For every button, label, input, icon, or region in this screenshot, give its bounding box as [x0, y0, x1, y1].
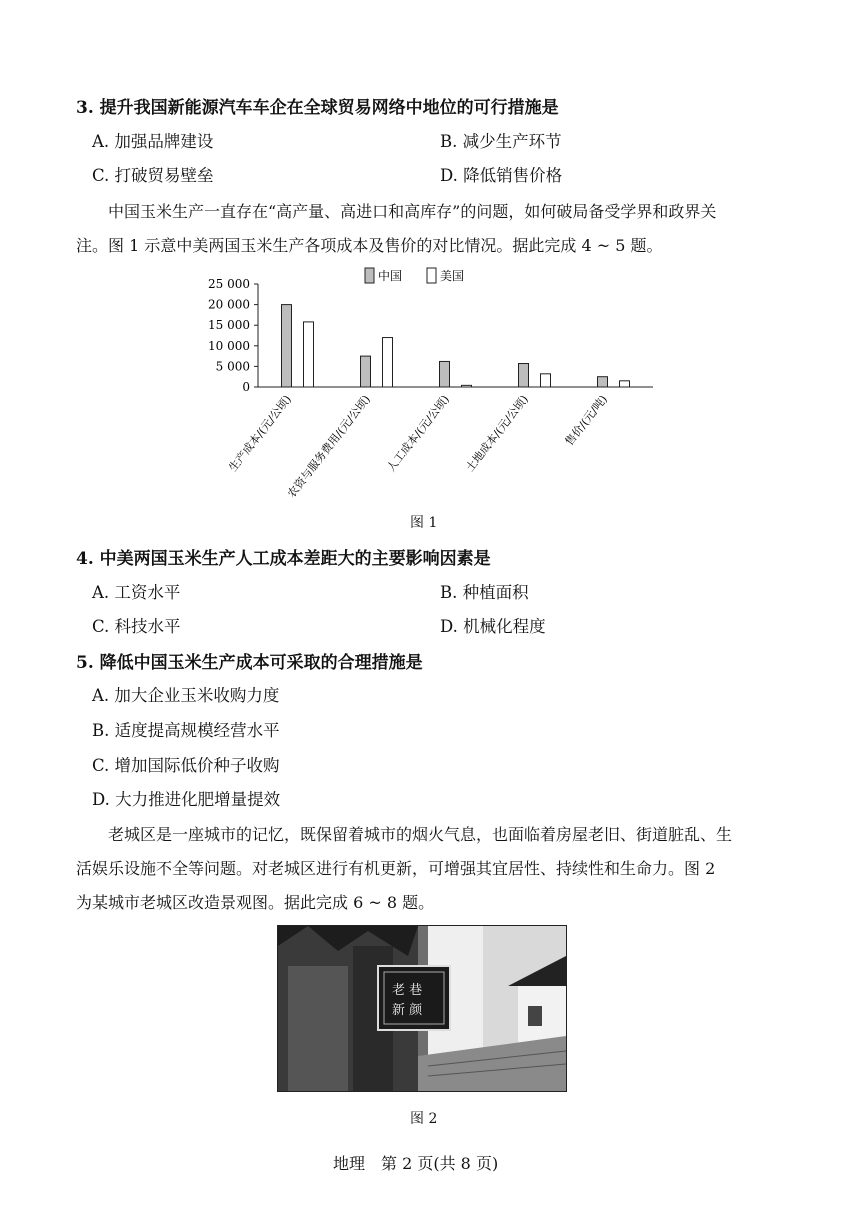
chart-legend	[365, 268, 464, 283]
q5-option-b[interactable]: B. 适度提高规模经营水平	[92, 721, 280, 740]
bar-china-1	[361, 356, 371, 387]
x-category-label: 土地成本/(元/公顷)	[463, 392, 531, 475]
question-5-stem: 5. 降低中国玉米生产成本可采取的合理措施是	[76, 653, 423, 673]
chart-axes	[208, 277, 653, 394]
x-category-label: 人工成本/(元/公顷)	[384, 392, 452, 475]
bar-china-4	[598, 377, 608, 387]
page-footer: 地理 第 2 页(共 8 页)	[333, 1154, 499, 1173]
q4-option-d[interactable]: D. 机械化程度	[440, 617, 546, 636]
legend-swatch-china	[365, 268, 374, 283]
sign-text-col-2: 新 颜	[392, 1003, 423, 1018]
bar-china-3	[519, 364, 529, 387]
bar-usa-0	[304, 322, 314, 387]
q3-option-b[interactable]: B. 减少生产环节	[440, 132, 562, 151]
bar-china-2	[440, 361, 450, 387]
q3-option-c[interactable]: C. 打破贸易壁垒	[92, 166, 214, 185]
question-3-stem: 3. 提升我国新能源汽车车企在全球贸易网络中地位的可行措施是	[76, 98, 559, 118]
sign-text-col-1: 老 巷	[392, 983, 423, 998]
x-category-label: 生产成本/(元/公顷)	[226, 392, 294, 475]
y-tick-label: 25 000	[208, 277, 250, 291]
bar-china-0	[282, 305, 292, 387]
intro-1-line-2: 注。图 1 示意中美两国玉米生产各项成本及售价的对比情况。据此完成 4 ~ 5 题。	[76, 236, 663, 255]
q5-option-a[interactable]: A. 加大企业玉米收购力度	[92, 686, 280, 705]
y-tick-label: 10 000	[208, 338, 250, 353]
bar-usa-3	[541, 374, 551, 387]
figure-1-caption: 图 1	[410, 515, 438, 531]
old-town-renovation-photo	[277, 925, 567, 1092]
chart-bars	[282, 305, 630, 387]
x-category-label: 农资与服务费用/(元/公顷)	[285, 392, 373, 501]
legend-swatch-usa	[427, 268, 436, 283]
photo-illustration	[278, 926, 566, 1091]
bar-usa-1	[383, 338, 393, 387]
cost-comparison-chart	[175, 258, 675, 508]
q3-option-d[interactable]: D. 降低销售价格	[440, 166, 563, 185]
intro-paragraph-2	[76, 818, 766, 920]
y-tick-label: 20 000	[208, 297, 250, 312]
q5-option-c[interactable]: C. 增加国际低价种子收购	[92, 756, 280, 775]
question-4-stem: 4. 中美两国玉米生产人工成本差距大的主要影响因素是	[76, 549, 491, 569]
chart-x-labels	[226, 392, 610, 500]
intro-2-line-1: 老城区是一座城市的记忆，既保留着城市的烟火气息，也面临着房屋老旧、街道脏乱、生	[108, 825, 733, 844]
q4-option-b[interactable]: B. 种植面积	[440, 583, 529, 602]
x-category-label: 售价/(元/吨)	[562, 392, 610, 449]
q4-option-a[interactable]: A. 工资水平	[92, 583, 181, 602]
intro-2-line-2: 活娱乐设施不全等问题。对老城区进行有机更新，可增强其宜居性、持续性和生命力。图 2	[76, 859, 716, 878]
bar-usa-4	[620, 381, 630, 387]
legend-label-china: 中国	[378, 269, 403, 283]
y-tick-label: 15 000	[208, 318, 250, 333]
figure-2-caption: 图 2	[410, 1111, 438, 1127]
intro-1-line-1: 中国玉米生产一直存在“高产量、高进口和高库存”的问题，如何破局备受学界和政界关	[108, 202, 717, 221]
q4-option-c[interactable]: C. 科技水平	[92, 617, 181, 636]
q5-option-d[interactable]: D. 大力推进化肥增量提效	[92, 790, 281, 809]
intro-2-line-3: 为某城市老城区改造景观图。据此完成 6 ~ 8 题。	[76, 893, 435, 912]
intro-paragraph-1	[76, 195, 766, 263]
legend-label-usa: 美国	[440, 269, 465, 283]
y-tick-label: 5 000	[215, 359, 250, 374]
q3-option-a[interactable]: A. 加强品牌建设	[92, 132, 214, 151]
y-tick-label: 0	[242, 380, 250, 394]
bar-usa-2	[462, 385, 472, 387]
